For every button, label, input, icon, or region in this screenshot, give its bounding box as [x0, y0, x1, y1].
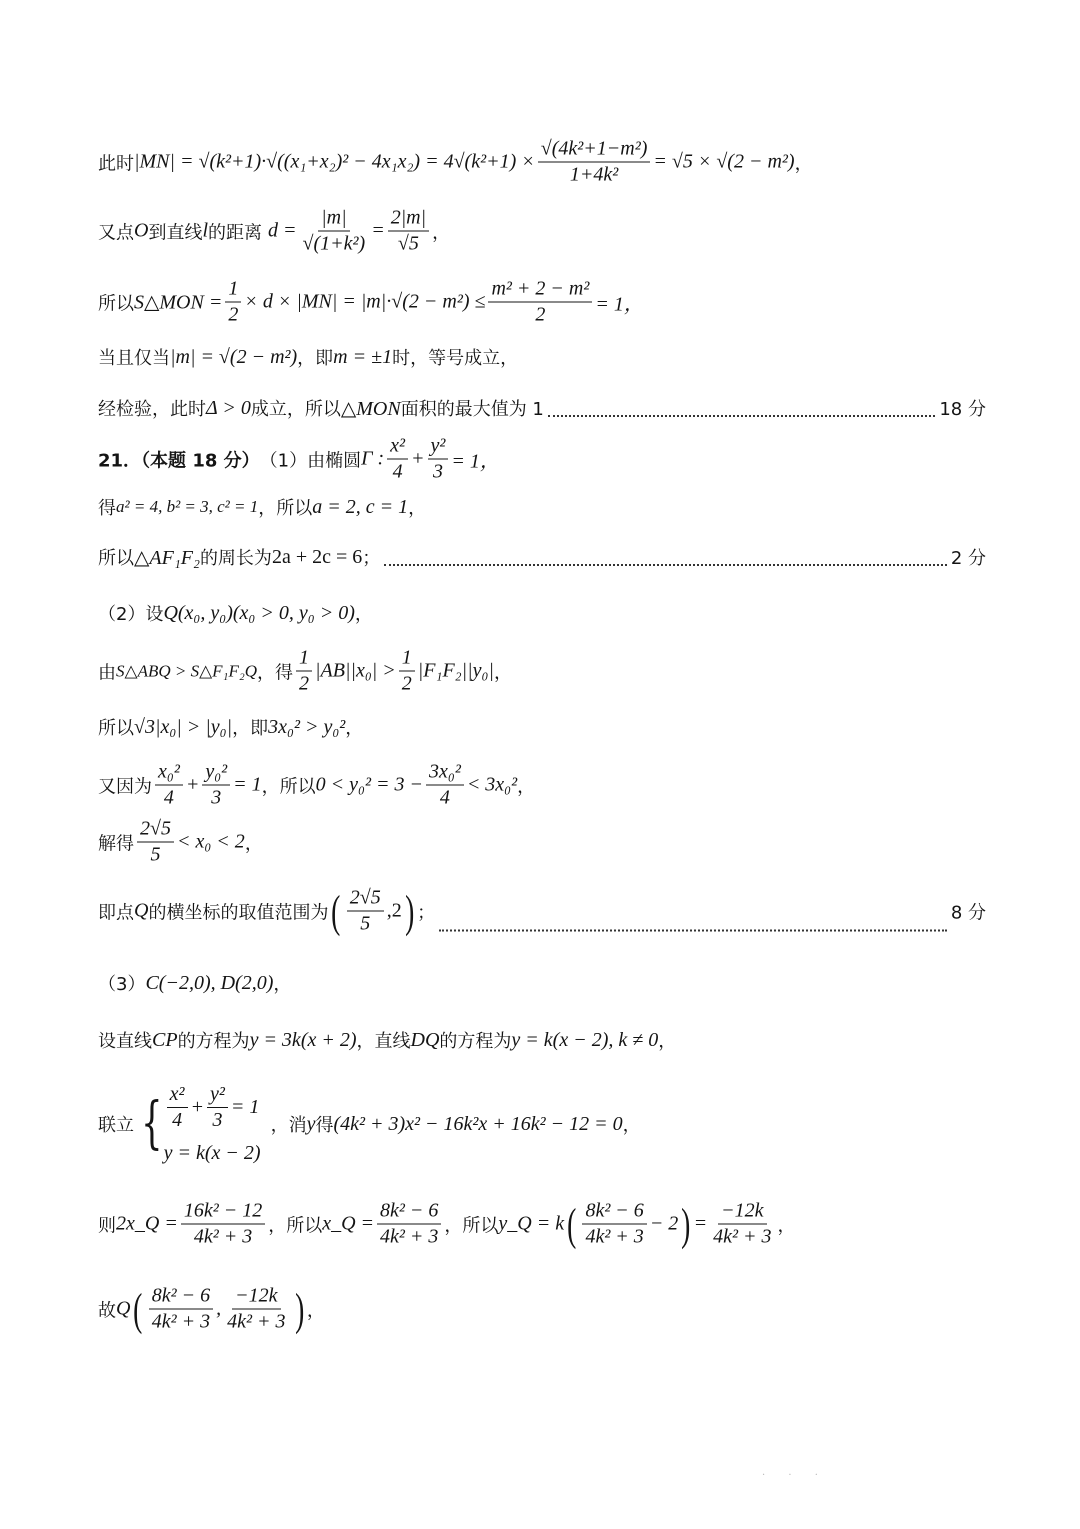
text: ，	[306, 1300, 325, 1321]
denominator: √5	[397, 232, 419, 255]
formula: △AF₁F₂	[134, 546, 200, 569]
left-paren: (	[133, 1283, 143, 1334]
formula-line-solution	[98, 818, 986, 867]
formula: |MN| = √(k²+1)·√((x₁+x₂)² − 4x₁x₂) = 4√(k²+1) ×	[134, 150, 535, 173]
denominator: 1+4k²	[569, 163, 619, 186]
dot-leader	[439, 929, 947, 932]
text: ，所以	[258, 498, 313, 519]
formula: m = ±1	[333, 345, 393, 368]
score-label: 8 分	[950, 902, 986, 923]
formula-line-mn	[98, 138, 986, 187]
text: 的距离	[208, 222, 263, 243]
left-paren: (	[567, 1198, 577, 1249]
fraction	[488, 278, 592, 327]
formula: l	[202, 219, 209, 242]
formula-line-area	[98, 278, 986, 327]
text: 所以	[98, 548, 134, 569]
right-paren: )	[681, 1198, 691, 1249]
numerator: x²	[387, 435, 408, 460]
text: ，	[432, 222, 451, 243]
formula: |F₁F₂||y₀|	[417, 659, 494, 682]
text: 所以	[98, 718, 134, 739]
fraction	[296, 647, 312, 696]
formula: − 2	[649, 1212, 679, 1235]
formula: Δ > 0	[206, 396, 251, 419]
denominator: 3	[211, 786, 222, 809]
denominator: 4k² + 3	[193, 1225, 253, 1248]
numerator: 8k² − 6	[149, 1285, 213, 1310]
text: 解得	[98, 833, 134, 854]
text: 的方程为	[439, 1031, 512, 1052]
text: ，	[408, 498, 427, 519]
text: 则	[98, 1215, 116, 1236]
fraction	[388, 207, 429, 256]
denominator: 3	[432, 460, 443, 483]
formula: x_Q =	[322, 1212, 375, 1235]
denominator: 3	[212, 1109, 223, 1131]
formula: = 1	[233, 773, 262, 796]
formula: 2a + 2c = 6	[271, 545, 363, 568]
formula: |AB||x₀| >	[315, 659, 396, 682]
text: ；	[417, 902, 436, 923]
text: 到直线	[148, 222, 203, 243]
numerator: x₀²	[155, 761, 183, 786]
numerator: −12k	[232, 1285, 280, 1310]
fraction	[582, 1200, 646, 1249]
numerator: 1	[225, 278, 241, 303]
fraction	[225, 278, 241, 327]
fraction	[347, 887, 384, 936]
formula: +	[190, 1096, 205, 1118]
formula: < x₀ < 2	[176, 830, 245, 853]
formula-line-inequality	[98, 714, 986, 740]
formula: O	[134, 219, 149, 242]
denominator: 2	[299, 672, 310, 695]
formula: +	[411, 447, 425, 470]
numerator: y²	[428, 435, 449, 460]
formula: CP	[152, 1028, 178, 1051]
fraction	[224, 1285, 288, 1334]
denominator: 4	[392, 460, 403, 483]
text: 时，等号成立，	[392, 348, 519, 369]
numerator: 2√5	[137, 818, 174, 843]
scan-marks: · · ·	[762, 1470, 828, 1481]
numerator: 2|m|	[388, 207, 429, 232]
formula: y = k(x − 2), k ≠ 0	[511, 1028, 659, 1051]
text-line-equality	[98, 344, 986, 370]
numerator: 2√5	[347, 887, 384, 912]
numerator: y₀²	[202, 761, 230, 786]
formula: (4k² + 3)x² − 16k²x + 16k² − 12 = 0	[333, 1112, 623, 1135]
text: ，	[517, 776, 536, 797]
formula: = 1	[230, 1096, 260, 1118]
text: 的周长为	[199, 548, 272, 569]
numerator: y²	[207, 1083, 228, 1108]
formula: Γ :	[361, 447, 385, 470]
text: 当且仅当	[98, 348, 170, 369]
text: ，得	[257, 662, 294, 683]
question-number: 21．（本题 18 分）	[98, 450, 260, 471]
fraction	[207, 1083, 228, 1132]
right-paren: )	[404, 885, 415, 936]
text: ，	[794, 153, 813, 174]
denominator: 4k² + 3	[713, 1225, 772, 1248]
formula: √3|x₀| > |y₀|	[134, 715, 233, 738]
denominator: 4k² + 3	[380, 1225, 439, 1248]
text: 面积的最大值为 1	[400, 399, 544, 420]
formula: S△MON =	[134, 291, 223, 314]
denominator: 4	[439, 786, 450, 809]
denominator: 4	[163, 786, 174, 809]
text: ，	[658, 1031, 677, 1052]
numerator: √(4k²+1−m²)	[538, 138, 651, 163]
formula: 3x₀² > y₀²	[268, 715, 346, 738]
text-line-part2	[98, 600, 986, 626]
text: ，直线	[356, 1031, 411, 1052]
text: ，	[622, 1115, 641, 1136]
numerator: 8k² − 6	[582, 1200, 646, 1225]
text: ，	[777, 1215, 796, 1236]
fraction	[428, 435, 449, 484]
fraction	[710, 1200, 774, 1249]
text: ，所以	[268, 1215, 323, 1236]
formula: 0 < y₀² = 3 −	[315, 773, 423, 796]
formula: < 3x₀²	[466, 773, 518, 796]
text: ，所以	[444, 1215, 499, 1236]
denominator: 2	[401, 672, 412, 695]
text: 联立	[98, 1115, 134, 1136]
denominator: 5	[360, 912, 371, 935]
denominator: 4	[172, 1109, 183, 1131]
text-line-part3	[98, 970, 986, 996]
text: 又点	[98, 222, 134, 243]
formula: y_Q = k	[498, 1212, 565, 1235]
fraction	[137, 818, 174, 867]
formula: × d × |MN| = |m|·√(2 − m²) ≤	[244, 290, 486, 313]
text: 又因为	[98, 776, 152, 797]
text: 成立，所以	[250, 399, 341, 420]
formula: y = k(x − 2)	[163, 1142, 261, 1164]
denominator: 2	[535, 303, 546, 326]
text-line-perimeter	[98, 544, 986, 570]
text-line-lines	[98, 1027, 986, 1053]
text: ，	[244, 833, 263, 854]
numerator: 3x₀²	[426, 761, 464, 786]
denominator: 4k² + 3	[227, 1310, 286, 1333]
score-label: 18 分	[939, 399, 986, 420]
text: ，所以	[261, 776, 316, 797]
denominator: 4k² + 3	[151, 1310, 211, 1333]
text: 故	[98, 1300, 116, 1321]
text: 经检验，此时	[98, 399, 206, 420]
fraction	[155, 761, 183, 810]
formula-line-q-coords	[98, 1285, 986, 1334]
equation-system	[164, 1083, 261, 1165]
text: ，	[273, 974, 292, 995]
text: 的方程为	[177, 1031, 250, 1052]
text: ，	[493, 662, 512, 683]
left-brace: {	[141, 1091, 163, 1156]
formula-line-distance	[98, 207, 986, 256]
formula: = 1，	[595, 293, 644, 316]
formula-line-xq-yq	[98, 1200, 986, 1249]
right-paren: )	[294, 1283, 304, 1334]
dot-leader	[548, 414, 935, 417]
fraction	[300, 207, 369, 256]
formula-line-area-compare	[98, 647, 986, 696]
left-paren: (	[331, 885, 341, 936]
text: （1）由椭圆	[259, 450, 362, 471]
formula: S△ABQ > S△F₁F₂Q	[116, 661, 258, 680]
score-label: 2 分	[950, 548, 986, 569]
fraction	[387, 435, 408, 484]
text: ，即	[232, 718, 269, 739]
formula: 2x_Q =	[116, 1212, 178, 1235]
formula: d =	[268, 219, 297, 242]
formula: +	[185, 773, 200, 796]
formula: =	[371, 219, 385, 242]
formula: = √5 × √(2 − m²)	[653, 150, 795, 173]
fraction	[167, 1083, 188, 1132]
numerator: 1	[296, 647, 312, 672]
denominator: 2	[228, 303, 239, 326]
text-line-max-area	[98, 395, 986, 421]
formula: a = 2, c = 1	[312, 495, 409, 518]
text: ，消	[270, 1115, 307, 1136]
fraction	[426, 761, 464, 810]
formula-line-ellipse-substitute	[98, 761, 986, 810]
formula: Q(x₀, y₀)(x₀ > 0, y₀ > 0)	[163, 601, 355, 624]
formula: y = 3k(x + 2)	[249, 1028, 357, 1051]
fraction	[538, 138, 651, 187]
text: （2）设	[98, 604, 164, 625]
denominator: 5	[150, 843, 161, 866]
fraction	[181, 1200, 265, 1249]
denominator: √(1+k²)	[302, 232, 366, 255]
text: ，	[345, 718, 364, 739]
formula: Q	[116, 1297, 131, 1320]
text-line-abc	[98, 494, 986, 520]
formula: ,	[216, 1297, 222, 1320]
text: 由	[98, 662, 116, 683]
numerator: |m|	[318, 207, 349, 232]
formula: ,2	[386, 899, 402, 922]
numerator: x²	[167, 1083, 188, 1108]
text: ；	[362, 548, 381, 569]
formula: a² = 4, b² = 3, c² = 1	[116, 497, 259, 516]
fraction	[149, 1285, 213, 1334]
text: ，	[354, 604, 373, 625]
system-row	[164, 1083, 261, 1132]
numerator: −12k	[718, 1200, 766, 1225]
numerator: 8k² − 6	[377, 1200, 441, 1225]
text: 此时	[98, 153, 134, 174]
formula: Q	[134, 899, 149, 922]
text: 设直线	[98, 1031, 152, 1052]
numerator: m² + 2 − m²	[488, 278, 592, 303]
numerator: 1	[399, 647, 415, 672]
formula-line-system	[98, 1083, 986, 1165]
numerator: 16k² − 12	[181, 1200, 265, 1225]
formula: DQ	[410, 1028, 440, 1051]
text: 所以	[98, 293, 134, 314]
text: 得	[98, 498, 116, 519]
formula: |m| = √(2 − m²)	[170, 345, 298, 368]
text: 即点	[98, 902, 134, 923]
dot-leader	[384, 563, 947, 566]
formula: y	[306, 1112, 316, 1135]
formula: C(−2,0), D(2,0)	[145, 971, 274, 994]
question-21-header	[98, 435, 986, 484]
fraction	[202, 761, 230, 810]
text-line-range	[98, 887, 986, 936]
denominator: 4k² + 3	[585, 1225, 644, 1248]
formula: △MON	[340, 397, 401, 420]
fraction	[399, 647, 415, 696]
formula: =	[693, 1212, 708, 1235]
text: ，即	[297, 348, 334, 369]
text: 得	[315, 1115, 334, 1136]
text: 的横坐标的取值范围为	[148, 902, 329, 923]
text: （3）	[98, 974, 146, 995]
formula: = 1，	[451, 450, 500, 473]
fraction	[377, 1200, 441, 1249]
